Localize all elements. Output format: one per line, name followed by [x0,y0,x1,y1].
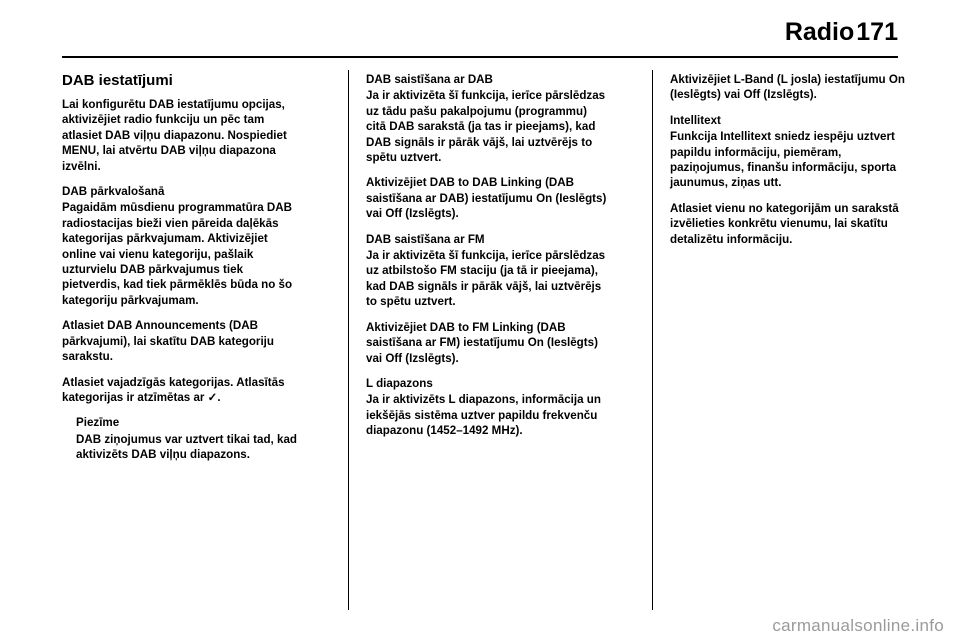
paragraph: Funkcija Intellitext sniedz iespēju uztvert papildu informāciju, piemēram, paziņojumus, finanšu informāciju, sporta jaunumus, ziņas utt. [670,130,897,190]
text-column-3 [670,72,912,257]
column-divider-1 [348,70,349,610]
watermark: carmanualsonline.info [772,616,944,635]
header-rule [62,56,898,58]
subheading-dab-announcements: DAB pārkvalošanā [62,185,165,199]
paragraph: Pagaidām mūsdienu programmatūra DAB radiostacijas bieži vien pāreida daļēkās kategorijas pārkvajumam. Aktivizējiet online vai vienu kategoriju, pašlaik uzturvielu DAB pārkvajumus tiek pietverdis, kad tiek pārmēklēs būda no šo kategoriju pārkvajumam. [62,201,293,307]
header-title: Radio [784,18,855,46]
page-header [0,18,960,47]
paragraph: Aktivizējiet DAB to FM Linking (DAB saistīšana ar FM) iestatījumu On (Ieslēgts) vai Off (Izslēgts). [366,320,598,365]
paragraph: Lai konfigurētu DAB iestatījumu opcijas, aktivizējiet radio funkciju un pēc tam atlasiet DAB viļņu diapazonu. Nospiediet MENU, lai atvērtu DAB viļņu diapazona izvēlni. [62,98,287,173]
section-heading-dab-settings: DAB iestatījumi [62,72,173,89]
paragraph: Atlasiet DAB Announcements (DAB pārkvajumi), lai skatītu DAB kategoriju sarakstu. [62,319,274,364]
column-divider-2 [652,70,653,610]
note-title: Piezīme [76,416,120,430]
note-block [62,415,304,462]
subheading-dab-to-fm: DAB saistīšana ar FM [366,232,485,246]
note-body: DAB ziņojumus var uztvert tikai tad, kad aktivizēts DAB viļņu diapazons. [76,432,297,462]
paragraph: Aktivizējiet DAB to DAB Linking (DAB saistīšana ar DAB) iestatījumu On (Ieslēgts) vai Off (Izslēgts). [366,176,607,221]
subheading-intellitext: Intellitext [670,113,721,127]
subheading-dab-to-dab: DAB saistīšana ar DAB [366,73,493,86]
paragraph: Ja ir aktivizēta šī funkcija, ierīce pārslēdzas uz tādu pašu pakalpojumu (programmu) citā DAB sarakstā (ja tas ir pieejams), kad DAB signāls ir pārāk vājš, lai uztvērējs to spētu uztvert. [366,89,606,165]
paragraph: Ja ir aktivizēta šī funkcija, ierīce pārslēdzas uz atbilstošo FM staciju (ja tā ir pieejama), kad DAB signāls ir pārāk vājš, lai uztvērējs to spētu uztvert. [366,249,606,309]
header-page-number: 171 [856,18,898,46]
paragraph: Atlasiet vienu no kategorijām un sarakstā izvēlieties konkrētu vienumu, lai skatītu detalizētu informāciju. [670,201,899,246]
text-column-2 [366,72,608,449]
paragraph: Atlasiet vajadzīgās kategorijas. Atlasītās kategorijas ir atzīmētas ar ✓. [62,375,285,404]
paragraph: Aktivizējiet L-Band (L josla) iestatījumu On (Ieslēgts) vai Off (Izslēgts). [670,73,905,102]
text-column-1 [62,72,304,473]
paragraph: Ja ir aktivizēts L diapazons, informācija un iekšējās sistēma uztver papildu frekvenču diapazonu (1452–1492 MHz). [366,393,601,438]
subheading-l-band: L diapazons [366,376,433,390]
